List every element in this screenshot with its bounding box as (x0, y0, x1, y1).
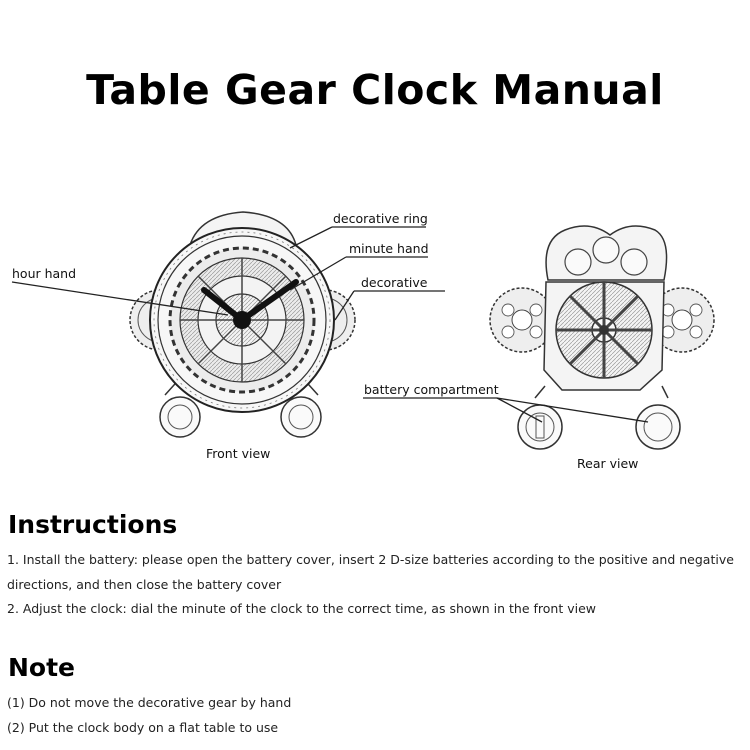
decorative-ring-label: decorative ring (333, 211, 428, 226)
rear-view-illustration (363, 226, 714, 449)
battery-compartment (518, 386, 680, 449)
decorative-label: decorative (361, 275, 428, 290)
note-line: (1) Do not move the decorative gear by hand (7, 695, 292, 710)
front-view-caption: Front view (206, 446, 271, 461)
hour-hand-label: hour hand (12, 266, 77, 281)
battery-compartment-label: battery compartment (364, 382, 499, 397)
rear-wheel (556, 282, 652, 378)
page-title: Table Gear Clock Manual (86, 66, 664, 114)
instructions-heading: Instructions (8, 510, 178, 539)
clock-diagram (0, 190, 750, 490)
rear-view-caption: Rear view (577, 456, 639, 471)
instruction-line: 2. Adjust the clock: dial the minute of the clock to the correct time, as shown in the front view (7, 601, 597, 616)
instruction-line: directions, and then close the battery cover (7, 577, 282, 592)
minute-hand-label: minute hand (349, 241, 429, 256)
note-heading: Note (8, 653, 76, 682)
instruction-line: 1. Install the battery: please open the battery cover, insert 2 D-size batteries according to the positive and negative (7, 552, 734, 567)
note-line: (2) Put the clock body on a flat table to use (7, 720, 279, 735)
